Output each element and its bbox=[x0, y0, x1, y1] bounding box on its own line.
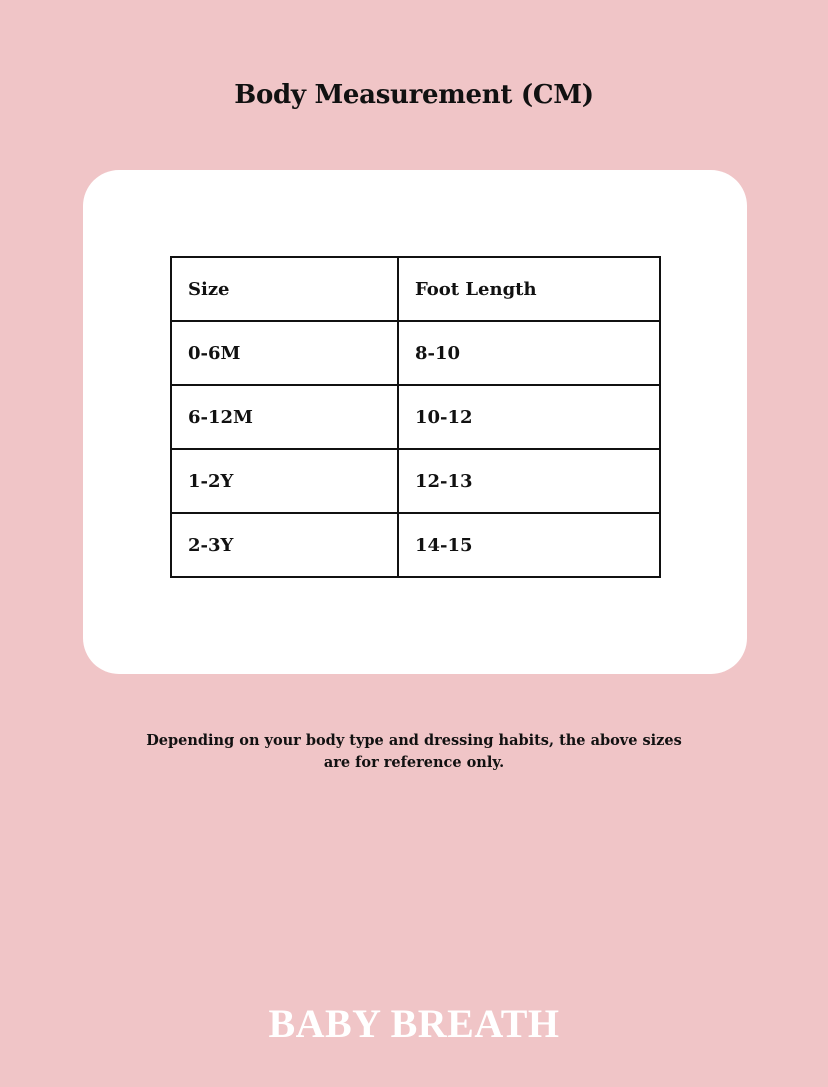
table-row bbox=[171, 449, 660, 513]
size-table bbox=[170, 256, 661, 578]
table-header-row bbox=[171, 257, 660, 321]
foot-length-cell: 10-12 bbox=[398, 385, 660, 449]
foot-length-cell: 12-13 bbox=[398, 449, 660, 513]
size-cell: 2-3Y bbox=[171, 513, 398, 577]
size-cell: 1-2Y bbox=[171, 449, 398, 513]
foot-length-cell: 14-15 bbox=[398, 513, 660, 577]
size-cell: 6-12M bbox=[171, 385, 398, 449]
table-row bbox=[171, 513, 660, 577]
foot-length-cell: 8-10 bbox=[398, 321, 660, 385]
column-header-size: Size bbox=[171, 257, 398, 321]
table-row bbox=[171, 385, 660, 449]
size-cell: 0-6M bbox=[171, 321, 398, 385]
column-header-foot-length: Foot Length bbox=[398, 257, 660, 321]
brand-logo-text: BABY BREATH bbox=[268, 1001, 560, 1046]
page-title: Body Measurement (CM) bbox=[234, 80, 594, 110]
table-row bbox=[171, 321, 660, 385]
size-chart-card bbox=[83, 170, 747, 674]
size-disclaimer-note: Depending on your body type and dressing habits, the above sizes are for reference only. bbox=[146, 732, 682, 771]
